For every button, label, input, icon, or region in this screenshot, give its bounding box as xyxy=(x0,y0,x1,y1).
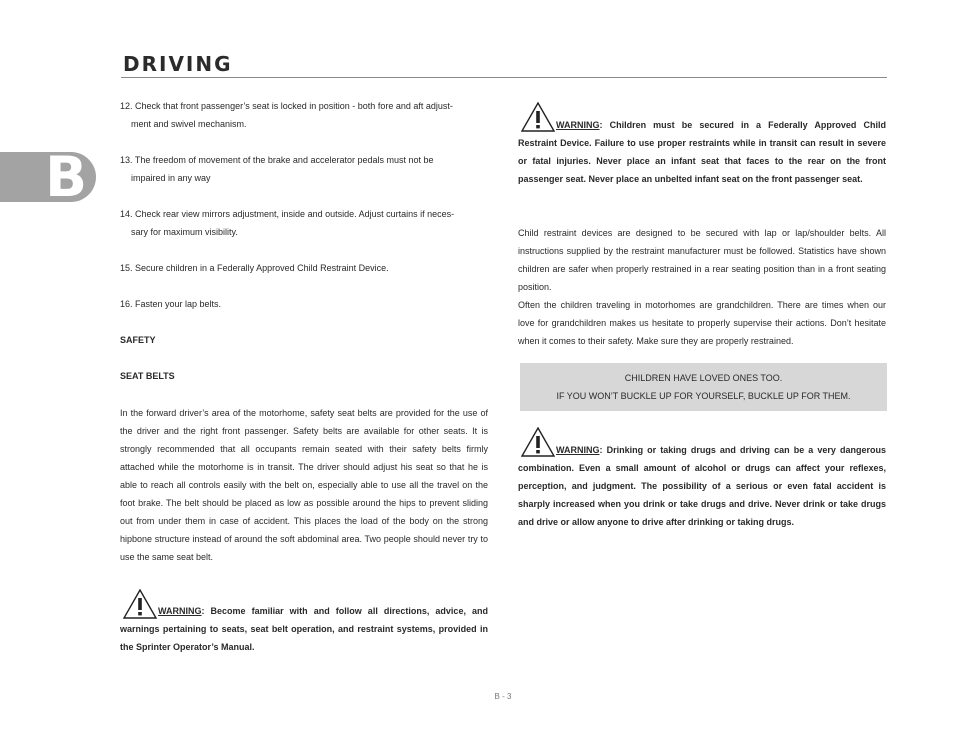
warning-label: WARNING xyxy=(556,120,600,130)
page-title: DRIVING xyxy=(123,52,233,76)
seat-belt-paragraph: In the forward driver’s area of the motorhome, safety seat belts are provided for the use of the driver and the right front passenger. Safety belts are available for other seats. It is strongly recommended that all occupants remain seated with their safety belts firmly attached while the motorhome is in transit. The driver should adjust his seat so that he is able to reach all controls easily with the belt on, especially able to use all the travel on the foot brake. The belt should be placed as low as possible around the hips to prevent sliding out from under them in case of accident. This places the load of the body on the strong hipbone structure instead of around the soft abdominal area. Two people should never try to use the same seat belt. xyxy=(120,408,488,562)
warning-label: WARNING xyxy=(556,445,600,455)
step-13 xyxy=(120,151,490,187)
grandchildren-paragraph: Often the children traveling in motorhomes are grandchildren. There are times when our love for grandchildren makes us hesitate to properly supervise their actions. Don’t hesitate when it comes to their safety. Make sure they are properly restrained. xyxy=(518,300,886,346)
step-16: 16. Fasten your lap belts. xyxy=(120,299,222,309)
step-14-line1: 14. Check rear view mirrors adjustment, inside and outside. Adjust curtains if neces- xyxy=(120,209,455,219)
callout-line-2: IF YOU WON’T BUCKLE UP FOR YOURSELF, BUCKLE UP FOR THEM. xyxy=(556,391,851,401)
step-12 xyxy=(120,97,490,133)
title-rule xyxy=(121,77,887,78)
warning-drink-drive xyxy=(518,441,886,531)
warning-body: : Children must be secured in a Federally Approved Child Restraint Device. Failure to use proper restraints while in transit can result in severe or fatal injuries. Never place an infant seat that faces to the rear on the front passenger seat. Never place an unbelted infant seat on the front passenger seat. xyxy=(518,120,886,184)
step-12-line2: ment and swivel mechanism. xyxy=(131,119,247,129)
warning-sprinter-manual xyxy=(120,602,488,656)
step-13-line2: impaired in any way xyxy=(131,173,211,183)
heading-safety: SAFETY xyxy=(120,335,156,345)
warning-label: WARNING xyxy=(158,606,202,616)
child-restraint-paragraph: Child restraint devices are designed to be secured with lap or lap/shoulder belts. All instructions supplied by the restraint manufacturer must be followed. Statistics have shown children are safer when properly restrained in a rear seating position than in a front seating position. xyxy=(518,228,886,292)
callout-line-1: CHILDREN HAVE LOVED ONES TOO. xyxy=(624,373,783,383)
heading-seat-belts: SEAT BELTS xyxy=(120,371,175,381)
step-14 xyxy=(120,205,490,241)
section-tab-letter: B xyxy=(45,145,87,209)
buckle-up-callout xyxy=(520,363,887,411)
page-number: B - 3 xyxy=(494,692,512,701)
step-15: 15. Secure children in a Federally Approved Child Restraint Device. xyxy=(120,263,389,273)
step-13-line1: 13. The freedom of movement of the brake and accelerator pedals must not be xyxy=(120,155,434,165)
warning-body: : Drinking or taking drugs and driving can be a very dangerous combination. Even a small amount of alcohol or drugs can affect your reflexes, perception, and judgment. The possibility of a serious or even fatal accident is sharply increased when you drink or take drugs and drive. Never drink or take drugs and drive or allow anyone to drive after drinking or taking drugs. xyxy=(518,445,886,527)
step-14-line2: sary for maximum visibility. xyxy=(131,227,238,237)
warning-body: : Become familiar with and follow all directions, advice, and warnings pertaining to seats, seat belt operation, and restraint systems, provided in the Sprinter Operator’s Manual. xyxy=(120,606,488,652)
warning-child-restraint xyxy=(518,116,886,188)
step-12-line1: 12. Check that front passenger’s seat is locked in position - both fore and aft adjust- xyxy=(120,101,453,111)
section-tab xyxy=(0,145,96,209)
